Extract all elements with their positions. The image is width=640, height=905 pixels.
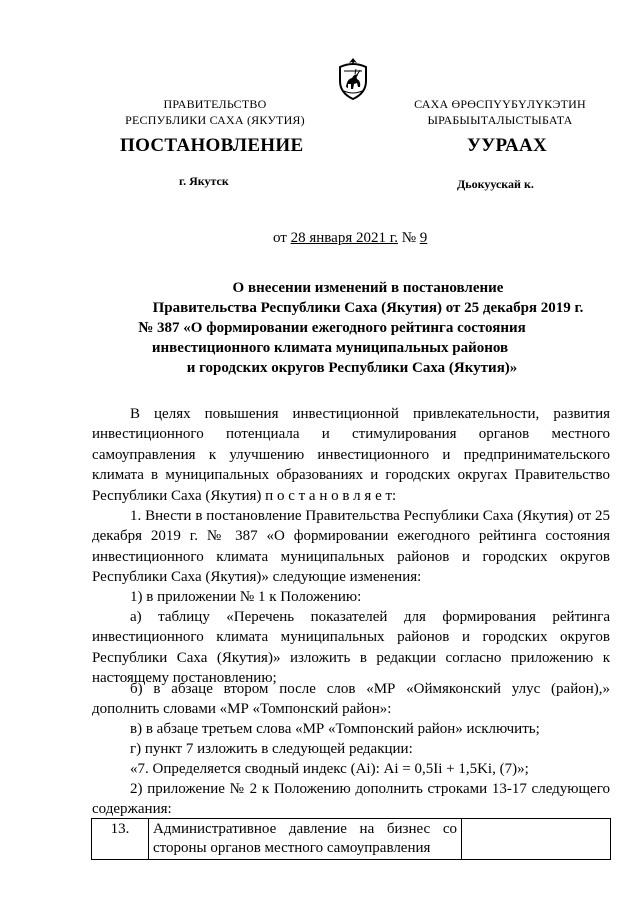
org-name-sakha-line1: САХА ӨРӨСПҮҮБҮЛҮКЭТИН [414,97,586,111]
city-ru: г. Якутск [179,174,229,188]
document-number: 9 [419,230,428,246]
formula-paragraph: «7. Определяется сводный индекс (Ai): Ai = 0,5Ii + 1,5Ki, (7)»; [130,761,529,777]
item-a: а) таблицу «Перечень показателей для формирования рейтинга инвестиционного климата муниципальных районов и городских округов Республики Саха (Якутия)» изложить в редакции согласно приложению к настоящему постановлению; [92,609,610,687]
date-prefix: от [273,230,287,246]
preamble-paragraph: В целях повышения инвестиционной привлекательности, развития инвестиционного потенциала и стимулирования органов местного самоуправления к улучшению инвестиционного и предпринимательского климата в муниципальных образованиях и городских округах Правительство Республики Саха (Якутия) п о с т а н о в л я е т: [92,406,610,504]
subject-line: Правительства Республики Саха (Якутия) от 25 декабря 2019 г. [152,300,584,316]
subject-line: № 387 «О формировании ежегодного рейтинга состояния [138,320,526,336]
indicators-table [91,818,611,860]
item-v: в) в абзаце третьем слова «МР «Томпонский район» исключить; [130,721,540,737]
document-date: 28 января 2021 г. [290,230,398,246]
org-name-russian [110,96,320,128]
row-indicator: Административное давление на бизнес со стороны органов местного самоуправления [149,819,462,860]
row-number: 13. [92,819,149,860]
subclause-2: 2) приложение № 2 к Положению дополнить строками 13-17 следующего содержания: [92,781,610,818]
table-row [92,819,611,860]
subject-line: и городских округов Республики Саха (Якутия)» [186,360,518,376]
org-name-sakha [392,96,608,128]
item-b: б) в абзаце втором после слов «МР «Оймяконский улус (район),» дополнить словами «МР «Томпонский район»: [92,681,610,718]
city-sakha: Дьокуускай к. [457,177,534,191]
document-subject [100,278,610,378]
subclause-1: 1) в приложении № 1 к Положению: [130,589,362,605]
org-name-sakha-line2: ЫРАБЫЫТАЛЫСТЫБАТА [427,113,573,127]
subject-line: О внесении изменений в постановление [232,280,504,296]
org-name-ru-line2: РЕСПУБЛИКИ САХА (ЯКУТИЯ) [125,113,305,127]
org-name-ru-line1: ПРАВИТЕЛЬСТВО [163,97,267,111]
coat-of-arms-icon [335,57,371,101]
subject-line: инвестиционного климата муниципальных районов [151,340,509,356]
number-sign: № [401,230,417,246]
row-value [462,819,611,860]
clause-1: 1. Внести в постановление Правительства Республики Саха (Якутия) от 25 декабря 2019 г. № 387 «О формировании ежегодного рейтинга состояния инвестиционного климата муниципальных районов и городских округов Республики Саха (Якутия)» следующие изменения: [92,508,610,586]
item-g: г) пункт 7 изложить в следующей редакции: [130,741,413,757]
document-type-ru: ПОСТАНОВЛЕНИЕ [120,135,304,156]
date-line [273,230,427,247]
document-type-sakha: УУРААХ [467,135,548,156]
